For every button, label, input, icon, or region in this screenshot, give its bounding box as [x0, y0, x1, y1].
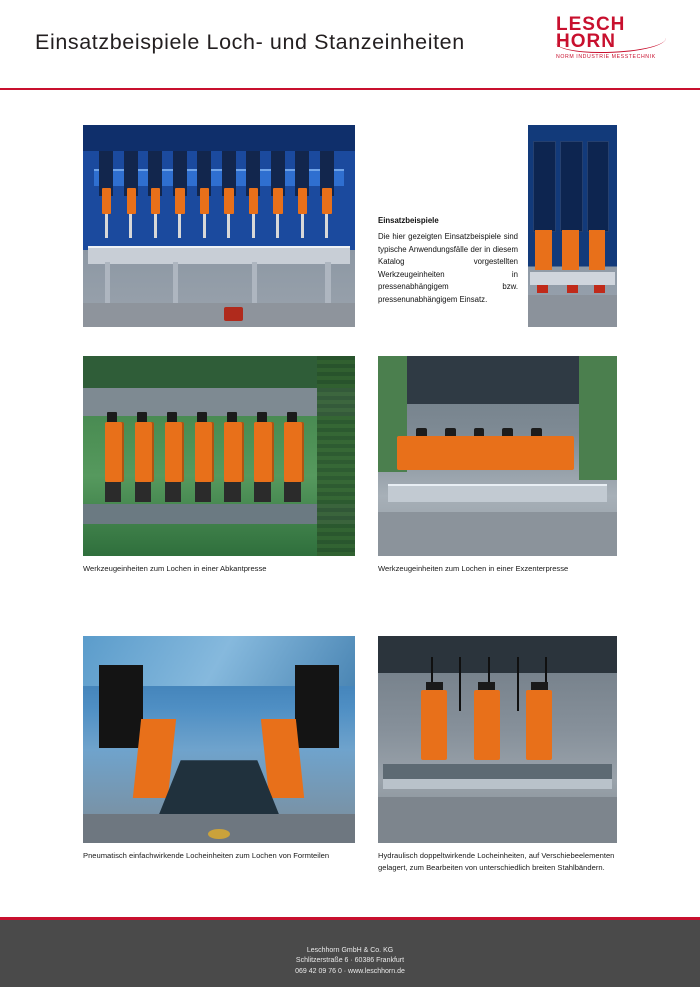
figure-hydraulic-double-acting	[378, 636, 617, 843]
figure-press-line-blue	[83, 125, 355, 327]
page-title: Einsatzbeispiele Loch- und Stanzeinheiten	[35, 30, 465, 54]
caption-hydraulic-double-acting: Hydraulisch doppeltwirkende Locheinheiten, auf Verschiebeelementen gelagert, zum Bearbeiten von unterschiedlich breiten Stahlbändern.	[378, 851, 615, 872]
page-header	[0, 0, 700, 86]
figure-punch-units-dark-blue	[528, 125, 617, 327]
footer-address: Schlitzerstraße 6 · 60386 Frankfurt	[295, 957, 405, 964]
intro-text-block	[378, 216, 518, 307]
caption-pneumatic-single-acting: Pneumatisch einfachwirkende Locheinheiten zum Lochen von Formteilen	[83, 851, 330, 860]
logo-line-1: LESCH	[556, 14, 626, 35]
figure-eccentric-press-punching	[378, 356, 617, 556]
footer-contact: 069 42 09 76 0 · www.leschhorn.de	[295, 967, 405, 975]
page-footer	[0, 920, 700, 987]
caption-eccentric-press-punching: Werkzeugeinheiten zum Lochen in einer Exzenterpresse	[378, 564, 569, 573]
logo-tagline: NORM INDUSTRIE MESSTECHNIK	[556, 54, 656, 60]
intro-paragraph: Die hier gezeigten Einsatzbeispiele sind typische Anwendungsfälle der in diesem Katalog vorgestellten Werkzeugeinheiten in pressenabhängigem bzw. pressenunabhängigem Einsatz.	[378, 232, 518, 304]
company-logo	[556, 16, 666, 72]
page-content	[0, 90, 700, 910]
figure-press-brake-punching	[83, 356, 355, 556]
footer-company: Leschhorn GmbH & Co. KG	[306, 946, 394, 954]
caption-press-brake-punching: Werkzeugeinheiten zum Lochen in einer Abkantpresse	[83, 564, 267, 573]
logo-line-2: HORN	[556, 31, 616, 52]
figure-pneumatic-single-acting	[83, 636, 355, 843]
footer-contact-block	[0, 946, 700, 978]
intro-heading: Einsatzbeispiele	[378, 216, 439, 225]
